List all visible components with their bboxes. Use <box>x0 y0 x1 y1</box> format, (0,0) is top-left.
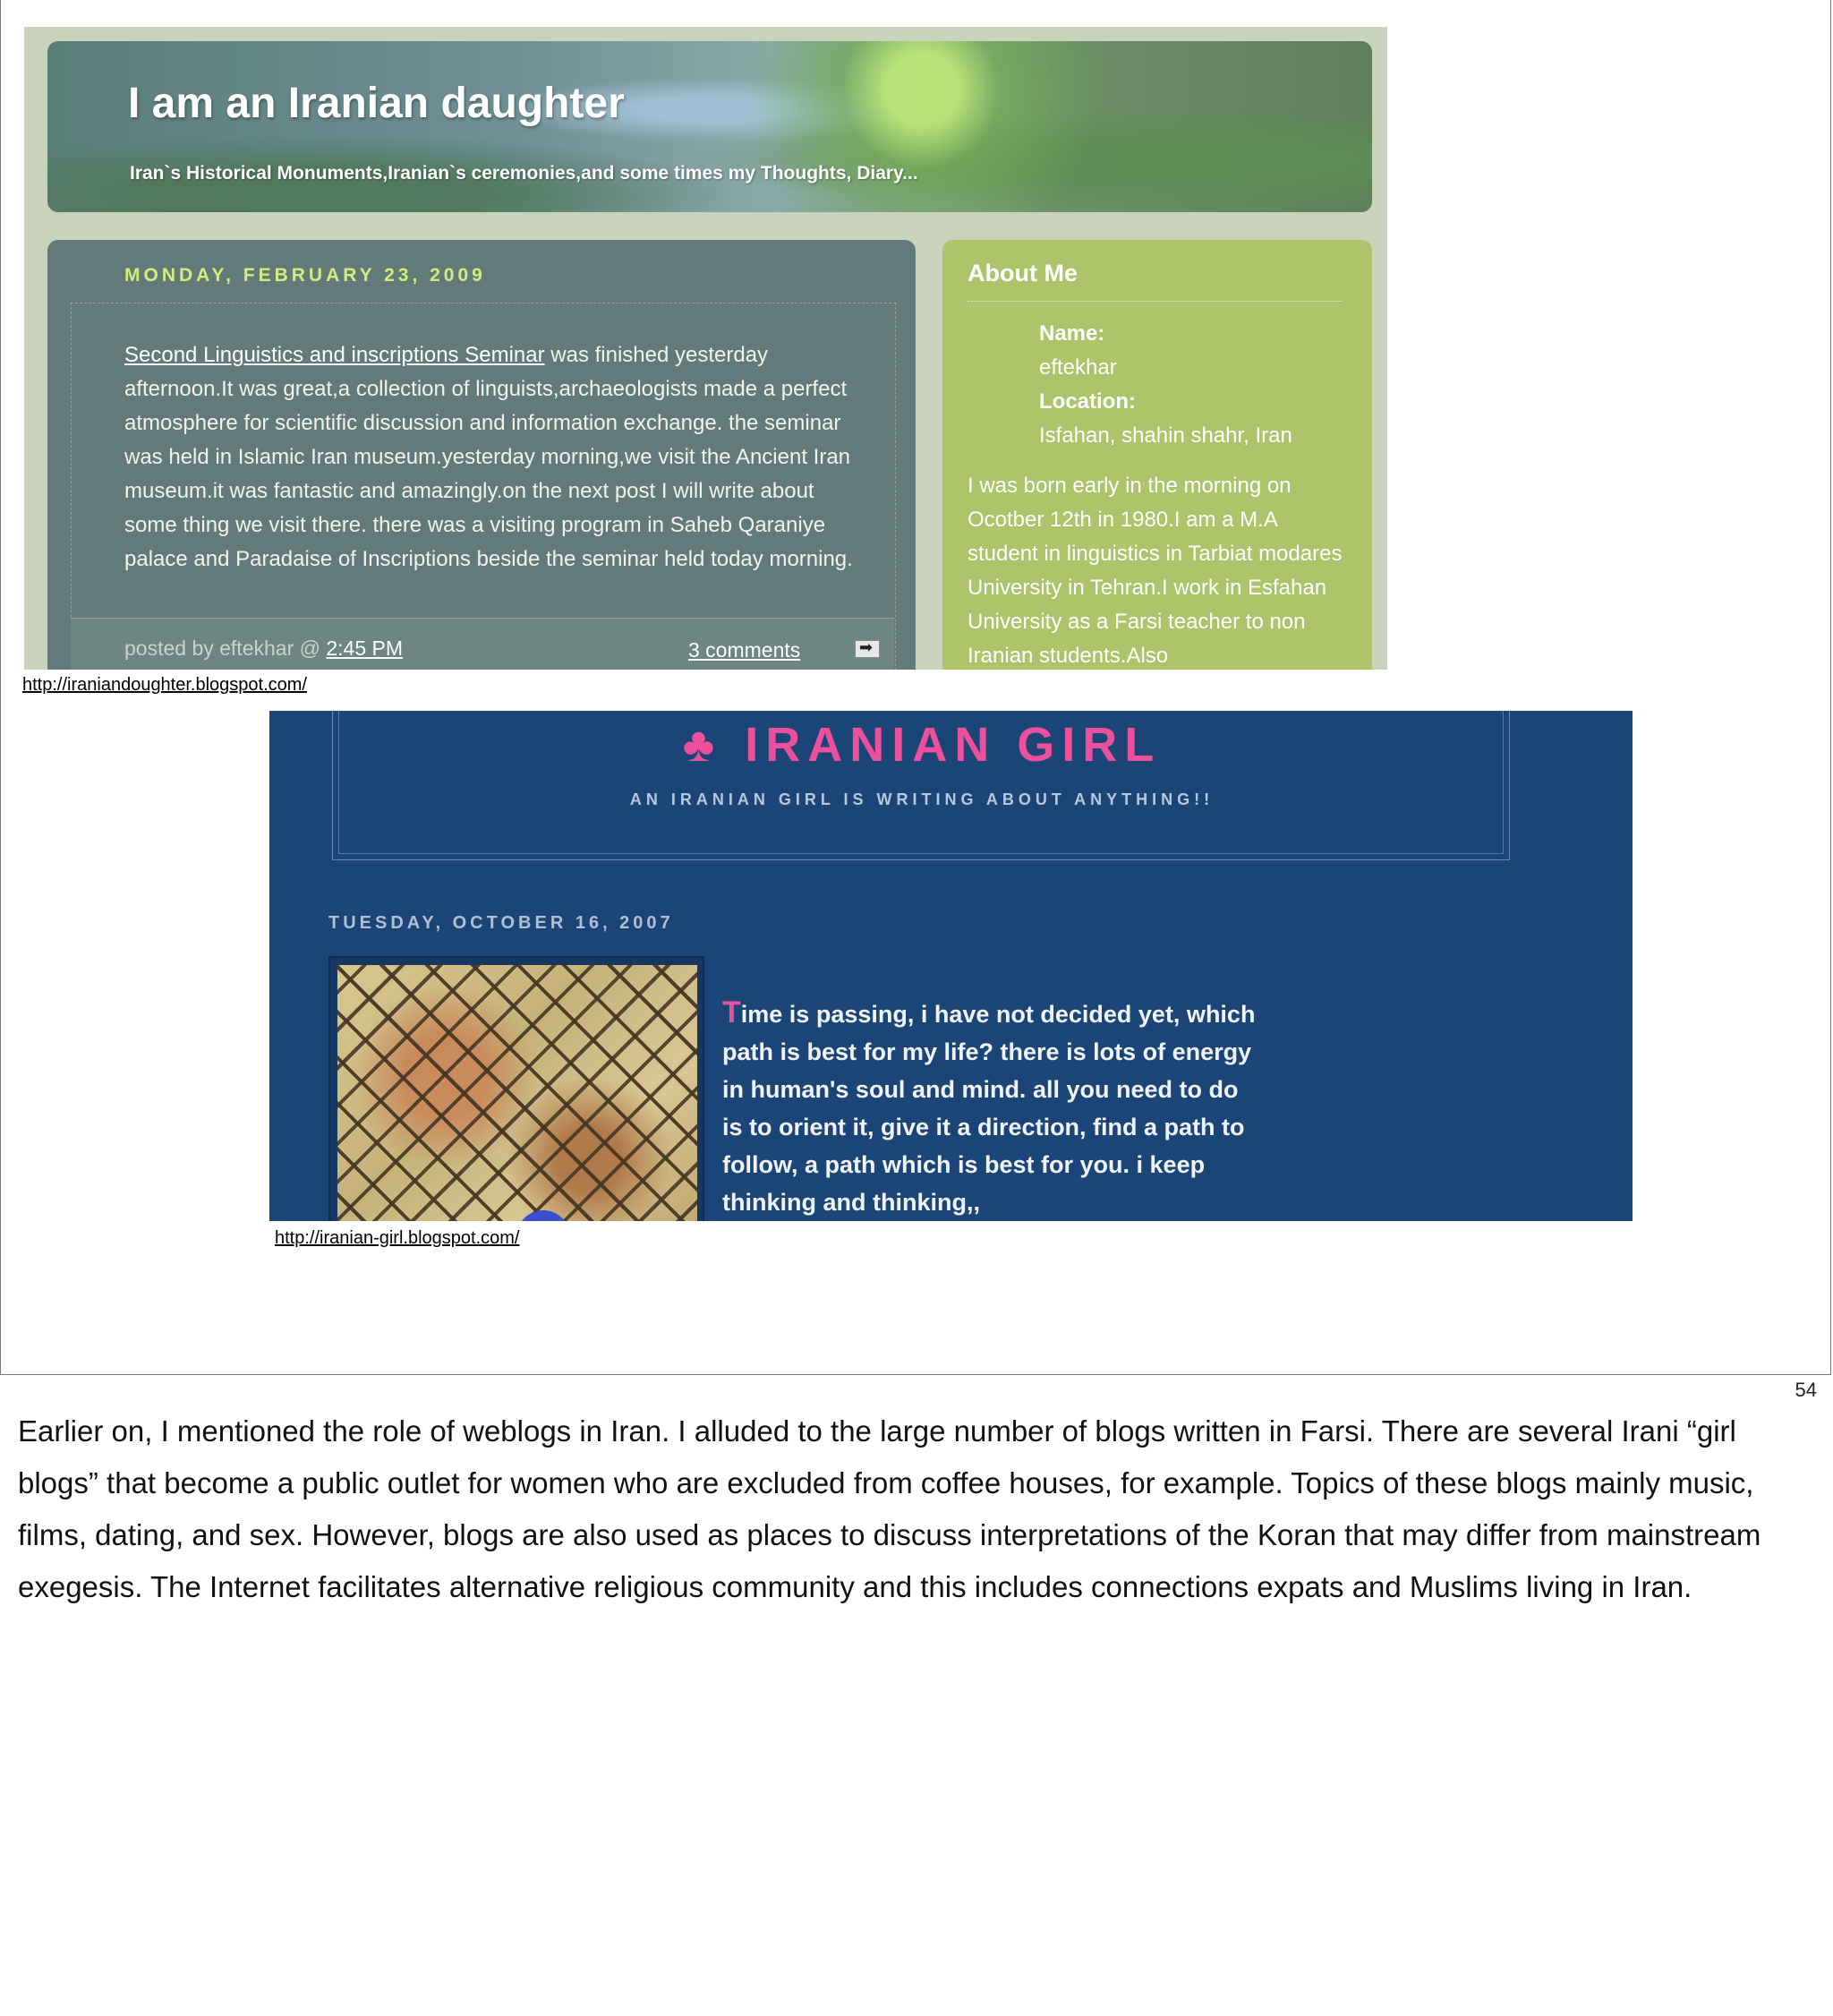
blog1-post-time-link[interactable]: 2:45 PM <box>326 636 404 660</box>
blog2-screenshot <box>269 711 1633 1221</box>
blog2-title-text: IRANIAN GIRL <box>745 718 1162 772</box>
blog1-posted-by <box>124 636 403 661</box>
blog1-post-footer <box>71 618 894 670</box>
blog1-posted-by-label: posted by eftekhar @ <box>124 636 327 660</box>
profile-location-label: Location: <box>1039 389 1136 414</box>
blog1-comments-link[interactable]: 3 comments <box>688 638 801 662</box>
profile-location-value: Isfahan, shahin shahr, Iran <box>1039 423 1292 448</box>
blog1-url-link[interactable]: http://iraniandoughter.blogspot.com/ <box>22 675 307 695</box>
blog1-header <box>47 41 1372 212</box>
profile-name-label: Name: <box>1039 321 1105 346</box>
blog1-title[interactable]: I am an Iranian daughter <box>128 80 625 127</box>
blog1-screenshot <box>24 27 1387 670</box>
blog2-url-link[interactable]: http://iranian-girl.blogspot.com/ <box>275 1228 520 1248</box>
blog1-post-body <box>124 338 867 577</box>
speaker-notes: Earlier on, I mentioned the role of weblogs in Iran. I alluded to the large number of blogs written in Farsi. There are several Irani “girl blogs” that become a public outlet for women who are excluded from coffee houses, for example. Topics of these blogs mainly music, films, dating, and sex. However, blogs are also used as places to discuss interpretations of the Koran that may differ from mainstream exegesis. The Internet facilitates alternative religious community and this includes connections expats and Muslims living in Iran. <box>18 1414 1761 1603</box>
blog2-post-text: ime is passing, i have not decided yet, which path is best for my life? there is lots of energy in human's soul and mind. all you need to do is to orient it, give it a direction, find a path to follow, a path which is best for you. i keep thinking and thinking,, <box>722 1001 1256 1216</box>
blog2-dropcap: T <box>722 995 741 1029</box>
blog1-sidebar <box>942 240 1372 670</box>
blog2-header <box>332 711 1510 860</box>
photo-blue-detail <box>516 1210 570 1221</box>
blog1-main-column <box>47 240 916 670</box>
blog1-post-date: MONDAY, FEBRUARY 23, 2009 <box>124 265 486 286</box>
sidebar-profile <box>1039 317 1292 453</box>
profile-name-value: eftekhar <box>1039 355 1117 380</box>
profile-bio: I was born early in the morning on Ocotber 12th in 1980.I am a M.A student in linguistics in Tarbiat modares University in Tehran.I work in Esfahan University as a Farsi teacher to non Iranian students.Also <box>968 474 1343 668</box>
blog2-subtitle: AN IRANIAN GIRL IS WRITING ABOUT ANYTHING!! <box>629 790 1215 808</box>
brick-pattern-photo <box>337 965 697 1221</box>
blog2-photo-frame <box>328 956 704 1221</box>
blog1-subtitle: Iran`s Historical Monuments,Iranian`s ceremonies,and some times my Thoughts, Diary... <box>130 163 918 184</box>
sidebar-about-heading: About Me <box>968 260 1078 286</box>
page-number: 54 <box>1795 1379 1817 1401</box>
sidebar-divider <box>968 301 1342 302</box>
blog1-post-link[interactable]: Second Linguistics and inscriptions Seminar <box>124 343 545 367</box>
email-post-icon[interactable] <box>855 640 880 658</box>
blog2-post-body <box>722 994 1259 1221</box>
blog1-post-text: was finished yesterday afternoon.It was great,a collection of linguists,archaeologists made a perfect atmosphere for scientific discussion and information exchange. the seminar was held in Islamic Iran museum.yesterday morning,we visit the Ancient Iran museum.it was fantastic and amazingly.on the next post I will write about some thing we visit there. there was a visiting program in Saheb Qaraniye palace and Paradaise of Inscriptions beside the seminar held today morning. <box>124 343 853 571</box>
club-icon: ♣ <box>682 718 722 772</box>
blog2-title[interactable] <box>333 717 1511 773</box>
blog2-post-date: TUESDAY, OCTOBER 16, 2007 <box>328 913 674 933</box>
